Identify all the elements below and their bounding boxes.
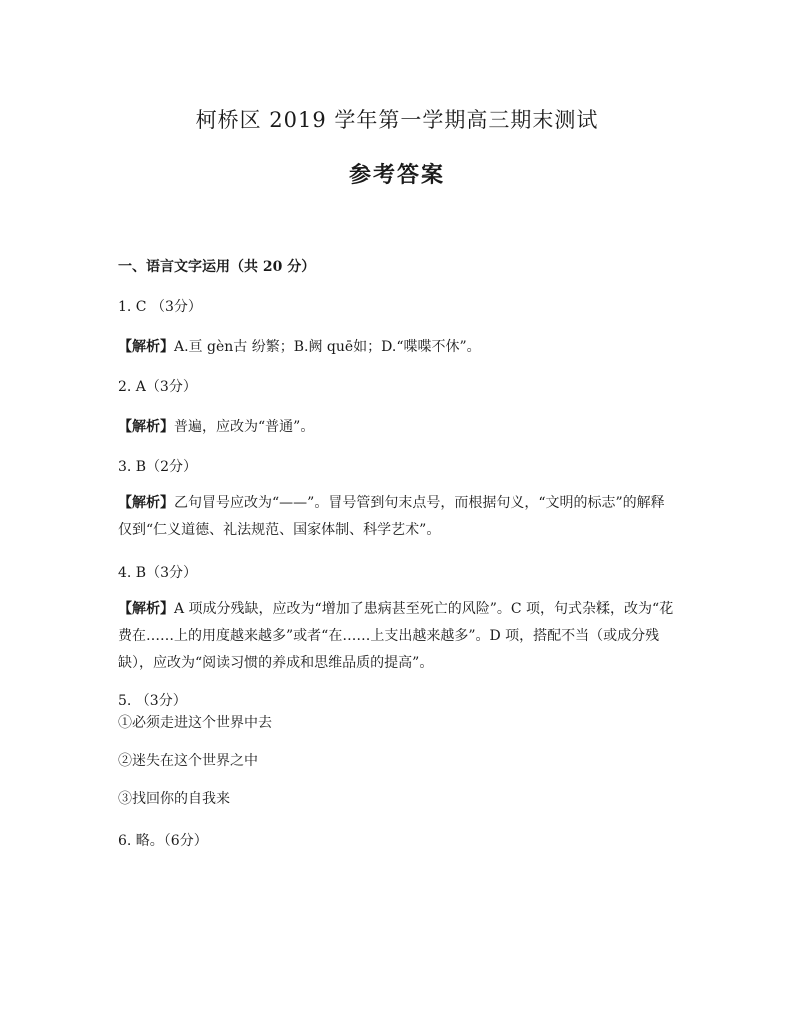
analysis-label: 【解析】 [118, 601, 174, 617]
answer-5-2: ②迷失在这个世界之中 [118, 753, 258, 769]
analysis-text: 普遍，应改为“普通”。 [174, 419, 315, 435]
analysis-text: 乙句冒号应改为“——”。冒号管到句末点号，而根据句义，“文明的标志”的解释仅到“仁义道德、礼法规范、国家体制、科学艺术”。 [118, 495, 665, 538]
analysis-1 [118, 336, 678, 356]
question-2: 2. A（3分） [118, 379, 197, 395]
question-6: 6. 略。（6分） [118, 833, 208, 849]
document-subtitle: 参考答案 [348, 162, 445, 188]
question-5: 5. （3分） [118, 693, 187, 709]
question-1: 1. C （3分） [118, 299, 202, 315]
question-4: 4. B（3分） [118, 565, 198, 581]
answer-5-3: ③找回你的自我来 [118, 791, 230, 807]
analysis-4 [118, 596, 678, 677]
analysis-2 [118, 416, 678, 436]
analysis-text: A.亘 gèn古 纷繁；B.阙 quē如；D.“喋喋不休”。 [174, 339, 481, 355]
analysis-text: A 项成分残缺，应改为“增加了患病甚至死亡的风险”。C 项，句式杂糅，改为“花费在……上的用度越来越多”或者“在……上支出越来越多”。D 项，搭配不当（或成分残缺），应改为“阅读习惯的养成和思维品质的提高”。 [118, 601, 674, 671]
answer-5-1: ①必须走进这个世界中去 [118, 715, 272, 731]
analysis-label: 【解析】 [118, 495, 174, 511]
analysis-label: 【解析】 [118, 339, 174, 355]
analysis-label: 【解析】 [118, 419, 174, 435]
document-title: 柯桥区 2019 学年第一学期高三期末测试 [195, 108, 599, 132]
section-heading: 一、语言文字运用（共 20 分） [118, 259, 316, 275]
question-3: 3. B（2分） [118, 459, 198, 475]
analysis-3 [118, 490, 678, 544]
